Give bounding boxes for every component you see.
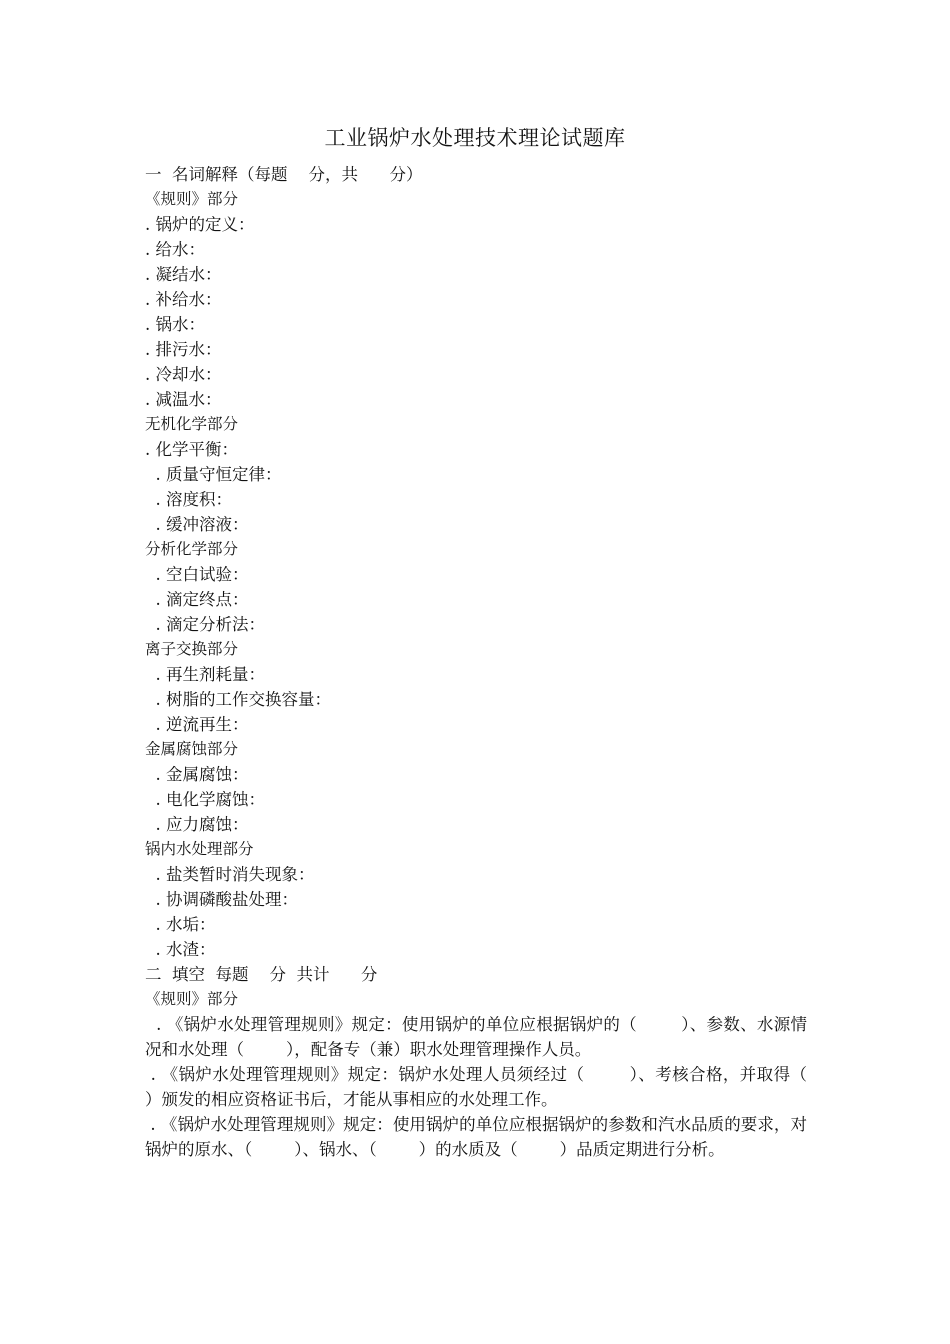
list-item: . 化学平衡： xyxy=(145,440,238,459)
section-heading: 二 填空 每题 分 共计 分 xyxy=(145,965,378,984)
list-item: . 树脂的工作交换容量： xyxy=(145,690,331,709)
list-item: . 质量守恒定律： xyxy=(145,465,282,484)
fill-blank-question: . 《锅炉水处理管理规则》规定：使用锅炉的单位应根据锅炉的（ ）、参数、水源情况和水处理（ ），配备专（兼）职水处理管理操作人员。 xyxy=(145,1015,807,1059)
list-item: . 滴定分析法： xyxy=(145,615,265,634)
fill-blank-question: . 《锅炉水处理管理规则》规定：锅炉水处理人员须经过（ ）、考核合格，并取得（ ）颁发的相应资格证书后，才能从事相应的水处理工作。 xyxy=(145,1065,912,1109)
group-label: 无机化学部分 xyxy=(145,415,239,433)
list-item: . 空白试验： xyxy=(145,565,249,584)
list-item: . 水垢： xyxy=(145,915,216,934)
list-item: . 滴定终点： xyxy=(145,590,249,609)
group-label: 离子交换部分 xyxy=(145,640,239,658)
list-item: . 凝结水： xyxy=(145,265,222,284)
list-item: . 给水： xyxy=(145,240,205,259)
list-item: . 盐类暂时消失现象： xyxy=(145,865,315,884)
list-item: . 补给水： xyxy=(145,290,222,309)
list-item: . 缓冲溶液： xyxy=(145,515,249,534)
list-item: . 金属腐蚀： xyxy=(145,765,249,784)
list-item: . 锅水： xyxy=(145,315,205,334)
fill-blank-question: . 《锅炉水处理管理规则》规定：使用锅炉的单位应根据锅炉的参数和汽水品质的要求，对锅炉的原水、（ ）、锅水、（ ）的水质及（ ）品质定期进行分析。 xyxy=(145,1115,807,1159)
list-item: . 电化学腐蚀： xyxy=(145,790,265,809)
list-item: . 排污水： xyxy=(145,340,222,359)
section-heading: 一 名词解释（每题 分，共 分） xyxy=(145,165,423,184)
list-item: . 锅炉的定义： xyxy=(145,215,255,234)
list-item: . 应力腐蚀： xyxy=(145,815,249,834)
list-item: . 减温水： xyxy=(145,390,222,409)
group-label: 分析化学部分 xyxy=(145,540,239,558)
group-label: 《规则》部分 xyxy=(145,990,239,1008)
list-item: . 冷却水： xyxy=(145,365,222,384)
group-label: 《规则》部分 xyxy=(145,190,239,208)
list-item: . 协调磷酸盐处理： xyxy=(145,890,298,909)
document-title: 工业锅炉水处理技术理论试题库 xyxy=(324,126,626,150)
group-label: 锅内水处理部分 xyxy=(145,840,254,858)
list-item: . 再生剂耗量： xyxy=(145,665,265,684)
group-label: 金属腐蚀部分 xyxy=(145,740,239,758)
list-item: . 水渣： xyxy=(145,940,216,959)
list-item: . 溶度积： xyxy=(145,490,232,509)
list-item: . 逆流再生： xyxy=(145,715,249,734)
